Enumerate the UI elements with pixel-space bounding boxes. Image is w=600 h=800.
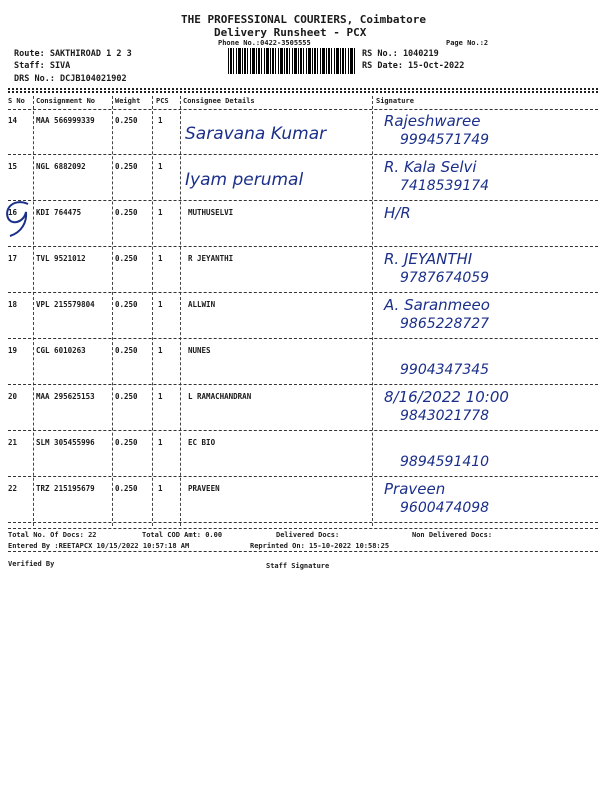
- runsheet-subtitle: Delivery Runsheet - PCX: [214, 26, 367, 39]
- col-pcs: PCS: [156, 97, 169, 105]
- row-consignment: KDI 764475: [36, 208, 82, 217]
- row-consignment: VPL 215579804: [36, 300, 95, 309]
- row-divider: [8, 292, 598, 293]
- company-title: THE PROFESSIONAL COURIERS, Coimbatore: [181, 13, 427, 26]
- verified-by: Verified By: [8, 560, 55, 568]
- row-signature-phone: 9843021778: [400, 408, 490, 424]
- row-sno: 20: [8, 392, 18, 401]
- row-consignee: NUNES: [188, 346, 211, 355]
- row-signature-phone: 9994571749: [400, 132, 490, 148]
- circle-annotation-icon: [0, 196, 40, 240]
- row-signature-name: 8/16/2022 10:00: [384, 388, 509, 406]
- reprinted-on: Reprinted On: 15-10-2022 10:58:25: [250, 542, 390, 550]
- page-number: Page No.:2: [446, 39, 489, 47]
- col-weight: Weight: [115, 97, 141, 105]
- row-consignee: R JEYANTHI: [188, 254, 234, 263]
- col-divider: [112, 96, 113, 526]
- drs-number: DRS No.: DCJB104021902: [14, 74, 127, 84]
- row-consignment: MAA 295625153: [36, 392, 95, 401]
- col-divider: [33, 96, 34, 526]
- row-divider: [8, 430, 598, 431]
- col-divider: [372, 96, 373, 526]
- header-bottom-rule: [8, 109, 598, 110]
- row-consignment: SLM 305455996: [36, 438, 95, 447]
- row-sno: 17: [8, 254, 18, 263]
- row-consignee: MUTHUSELVI: [188, 208, 234, 217]
- row-weight: 0.250: [115, 208, 138, 217]
- row-signature-name: Rajeshwaree: [384, 112, 481, 130]
- row-sno: 22: [8, 484, 18, 493]
- barcode-image: [228, 48, 356, 74]
- footer-rule: [8, 528, 598, 529]
- col-consignee: Consignee Details: [183, 97, 255, 105]
- row-signature-name: H/R: [384, 204, 411, 222]
- row-pcs: 1: [158, 116, 163, 125]
- row-pcs: 1: [158, 162, 163, 171]
- row-pcs: 1: [158, 484, 163, 493]
- row-divider: [8, 476, 598, 477]
- staff-label: Staff: SIVA: [14, 61, 71, 71]
- route-label: Route: SAKTHIROAD 1 2 3: [14, 49, 132, 59]
- delivered-docs: Delivered Docs:: [276, 531, 340, 539]
- row-signature-name: A. Saranmeeo: [384, 296, 490, 314]
- row-signature-name: Praveen: [384, 480, 446, 498]
- row-signature-name: R. JEYANTHI: [384, 250, 473, 268]
- row-sno: 16: [8, 208, 18, 217]
- header-top-rule-2: [8, 91, 598, 93]
- row-consignee: ALLWIN: [188, 300, 216, 309]
- row-pcs: 1: [158, 438, 163, 447]
- row-signature-phone: 9865228727: [400, 316, 490, 332]
- row-weight: 0.250: [115, 116, 138, 125]
- row-sno: 15: [8, 162, 18, 171]
- col-divider: [152, 96, 153, 526]
- row-sno: 18: [8, 300, 18, 309]
- row-signature-phone: 9894591410: [400, 454, 490, 470]
- col-sno: S No: [8, 97, 25, 105]
- row-signature-phone: 9600474098: [400, 500, 490, 516]
- row-consignment: NGL 6882092: [36, 162, 86, 171]
- row-divider: [8, 338, 598, 339]
- header-top-rule: [8, 88, 598, 90]
- row-consignment: TVL 9521012: [36, 254, 86, 263]
- row-weight: 0.250: [115, 346, 138, 355]
- row-handwritten-consignee: Saravana Kumar: [185, 124, 327, 144]
- row-divider: [8, 384, 598, 385]
- total-docs: Total No. Of Docs: 22: [8, 531, 97, 539]
- row-sno: 14: [8, 116, 18, 125]
- row-consignee: PRAVEEN: [188, 484, 220, 493]
- row-signature-phone: 9904347345: [400, 362, 490, 378]
- non-delivered-docs: Non Delivered Docs:: [412, 531, 493, 539]
- row-pcs: 1: [158, 208, 163, 217]
- row-divider: [8, 154, 598, 155]
- row-consignment: CGL 6010263: [36, 346, 86, 355]
- row-pcs: 1: [158, 254, 163, 263]
- entered-by: Entered By :REETAPCX 10/15/2022 10:57:18 AM: [8, 542, 190, 550]
- col-signature: Signature: [376, 97, 414, 105]
- phone-number: Phone No.:0422-3505555: [218, 39, 311, 47]
- rs-date: RS Date: 15-Oct-2022: [362, 61, 465, 71]
- row-signature-phone: 9787674059: [400, 270, 490, 286]
- row-weight: 0.250: [115, 162, 138, 171]
- row-weight: 0.250: [115, 392, 138, 401]
- total-cod: Total COD Amt: 0.00: [142, 531, 223, 539]
- footer-rule-2: [8, 551, 598, 552]
- row-weight: 0.250: [115, 484, 138, 493]
- row-divider: [8, 522, 598, 523]
- row-consignment: MAA 566999339: [36, 116, 95, 125]
- staff-signature: Staff Signature: [266, 562, 330, 570]
- col-consignment: Consignment No: [36, 97, 96, 105]
- row-pcs: 1: [158, 300, 163, 309]
- row-sno: 21: [8, 438, 18, 447]
- row-sno: 19: [8, 346, 18, 355]
- col-divider: [180, 96, 181, 526]
- row-divider: [8, 200, 598, 201]
- row-divider: [8, 246, 598, 247]
- row-weight: 0.250: [115, 254, 138, 263]
- row-signature-phone: 7418539174: [400, 178, 490, 194]
- row-pcs: 1: [158, 392, 163, 401]
- row-weight: 0.250: [115, 438, 138, 447]
- row-pcs: 1: [158, 346, 163, 355]
- row-handwritten-consignee: Iyam perumal: [185, 170, 304, 190]
- rs-number: RS No.: 1040219: [362, 49, 439, 59]
- row-signature-name: R. Kala Selvi: [384, 158, 477, 176]
- row-weight: 0.250: [115, 300, 138, 309]
- row-consignee: EC BIO: [188, 438, 216, 447]
- row-consignment: TRZ 215195679: [36, 484, 95, 493]
- row-consignee: L RAMACHANDRAN: [188, 392, 252, 401]
